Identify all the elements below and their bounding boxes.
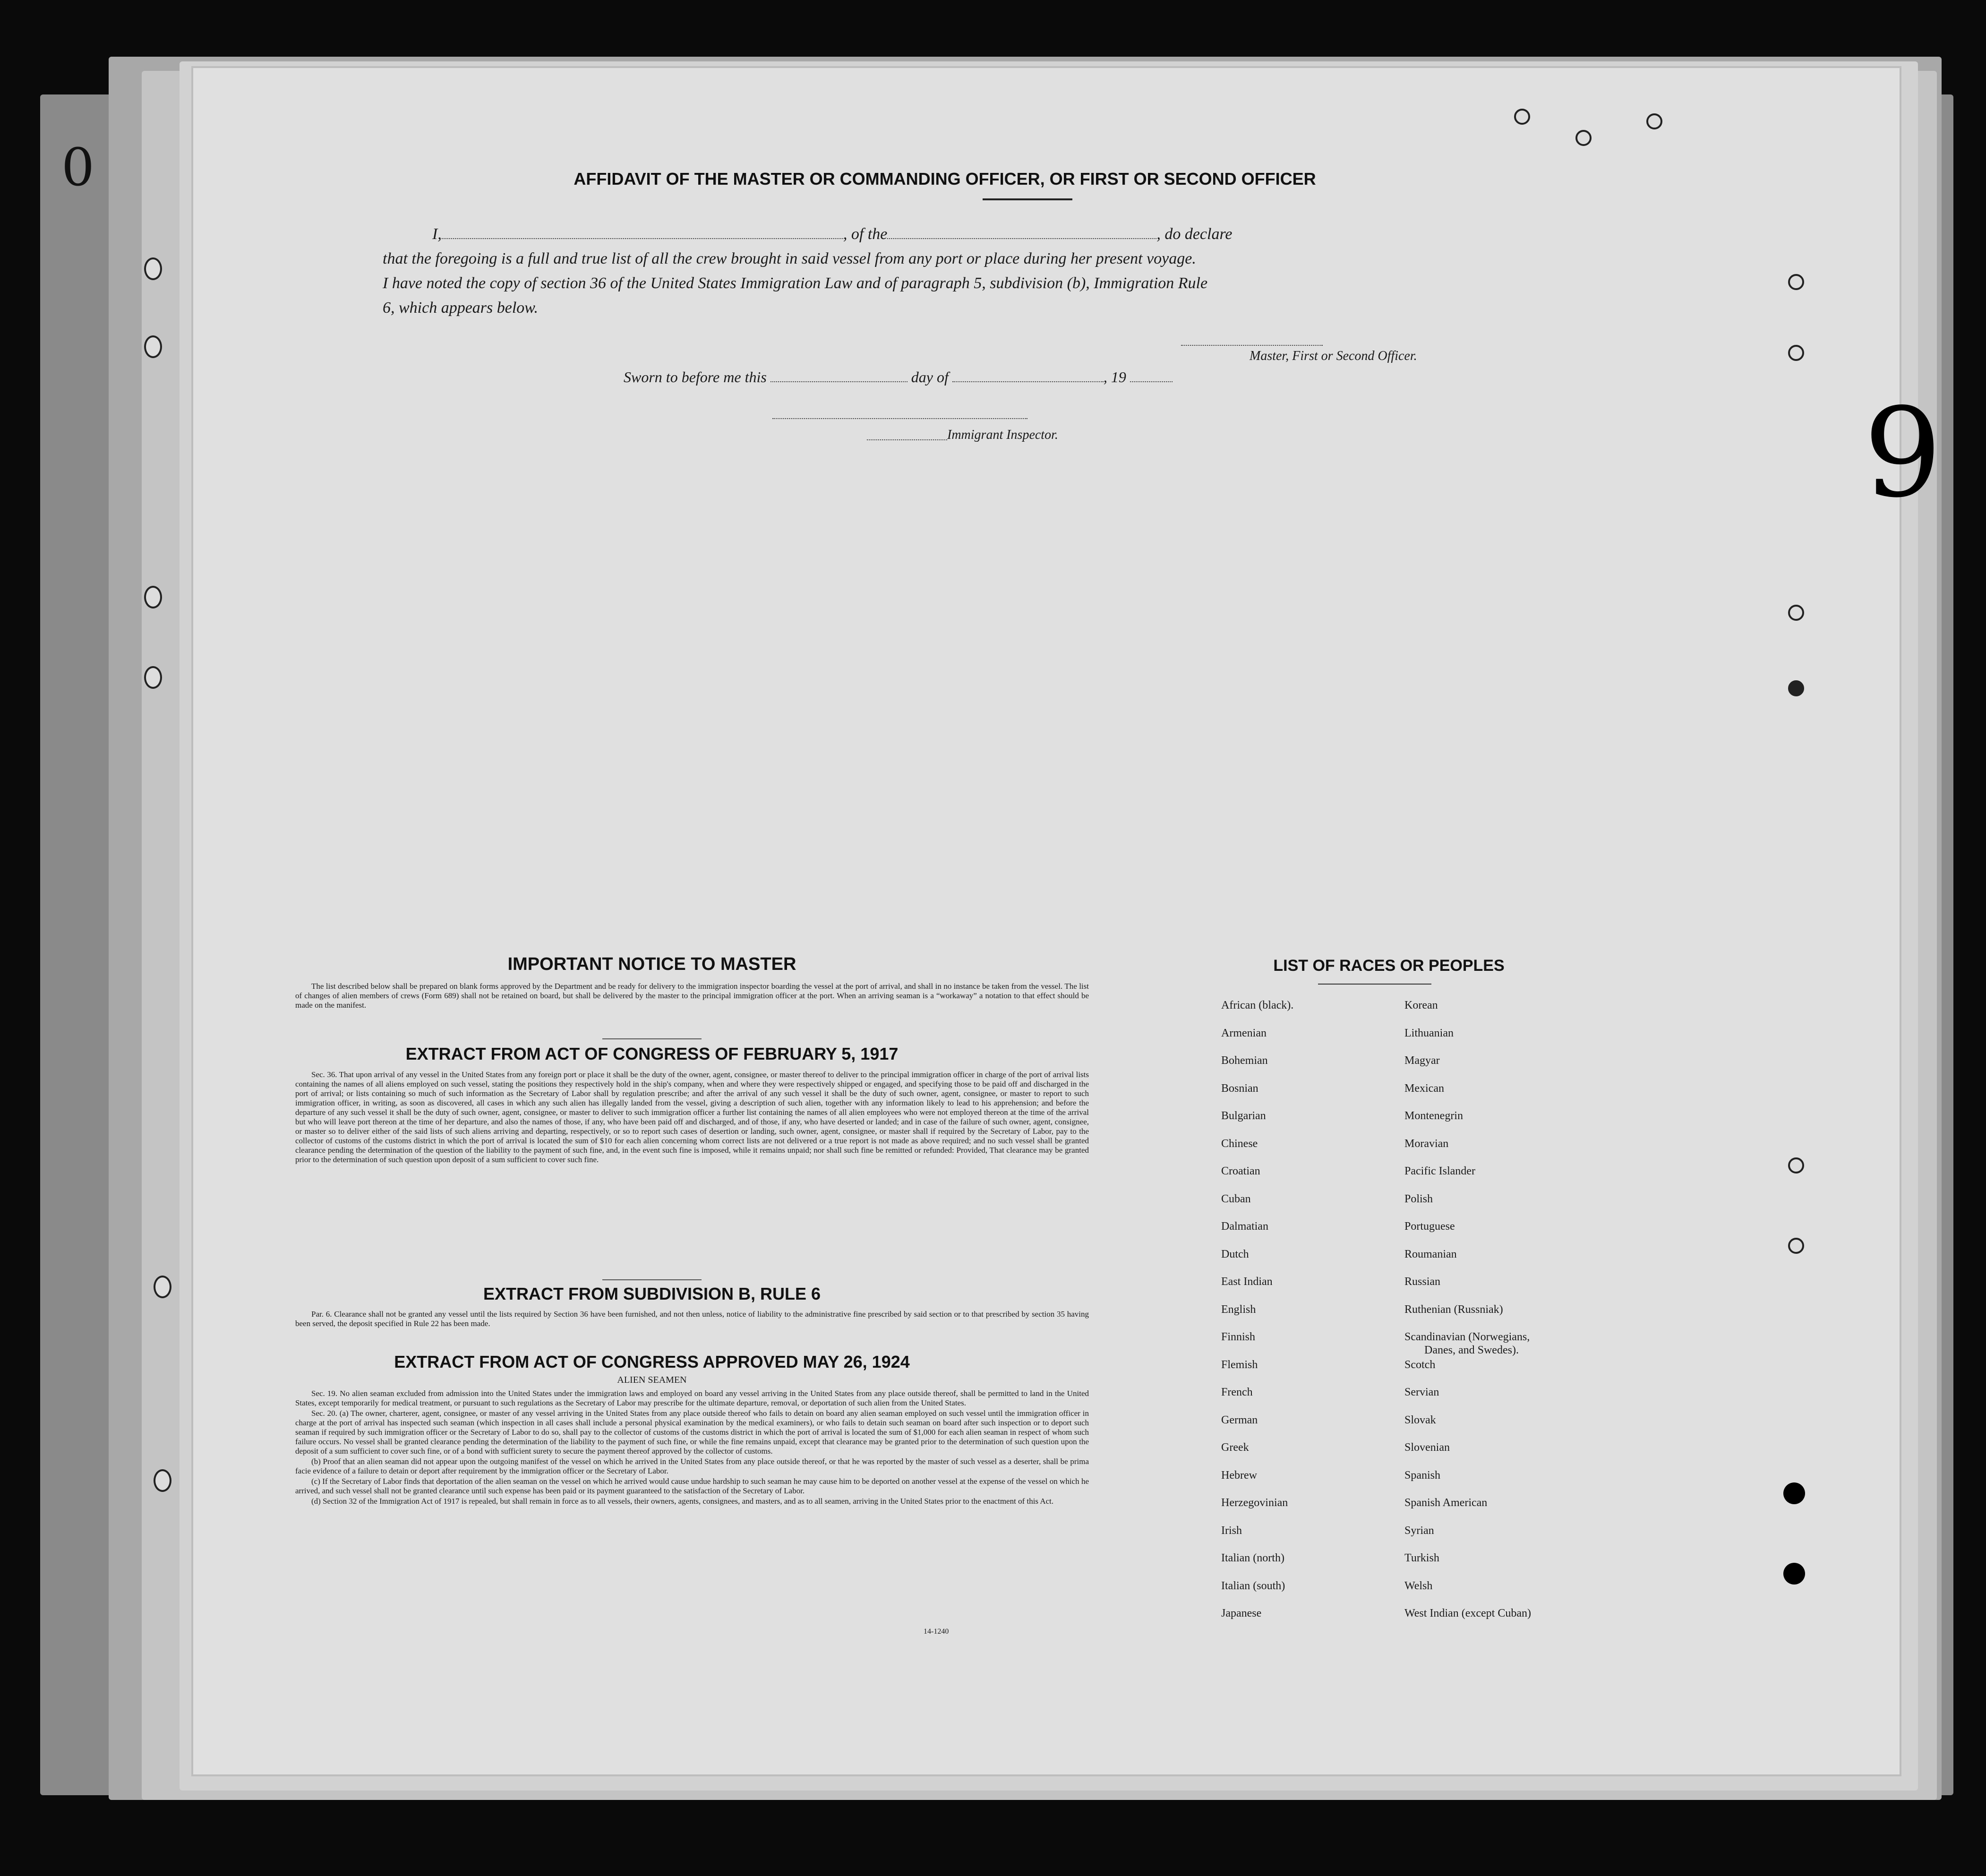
- name-field[interactable]: [442, 238, 843, 239]
- sworn-day-of: day of: [911, 368, 949, 385]
- punch-hole: [1788, 274, 1804, 290]
- race-item: German: [1221, 1413, 1258, 1426]
- declaration-line-4: 6, which appears below.: [383, 299, 538, 317]
- race-item: English: [1221, 1303, 1256, 1316]
- sworn-month-field[interactable]: [952, 381, 1104, 382]
- form-number: 14-1240: [924, 1628, 949, 1636]
- inspector-signature-line-1[interactable]: [772, 418, 1027, 419]
- binding-hole: [144, 666, 162, 689]
- race-item: Turkish: [1404, 1552, 1439, 1564]
- declaration-do-declare: , do declare: [1156, 225, 1233, 243]
- notice-body: [295, 982, 1089, 1011]
- races-title-rule: [1318, 984, 1431, 985]
- declaration-line-3: I have noted the copy of section 36 of the United States Immigration Law and of paragraph 5, subdivision (b), Immigration Rule: [383, 274, 1208, 292]
- binding-hole: [154, 1469, 171, 1492]
- race-item: Herzegovinian: [1221, 1497, 1288, 1509]
- extract-rule6-title: EXTRACT FROM SUBDIVISION B, RULE 6: [483, 1284, 821, 1303]
- extract-1924-sec20a: Sec. 20. (a) The owner, charterer, agent, consignee, or master of any vessel arriving in the United States from any place outside thereof who fails to detain on board any alien seaman employed on such vessel until the immigration officer in charge at the port of arrival has inspected such seaman (which inspection in all cases shall include a personal physical examination by the medical examiners), or who fails to detain such seaman on board after such inspection or to deport such seaman if required by such immigration officer or the Secretary of Labor to do so, shall pay to the collector of customs of the customs district in which the port of arrival is located the sum of $1,000 for each alien seaman in respect of whom such failure occurs. No vessel shall be granted clearance pending the determination of the liability to the payment of such fine, or while the fine remains unpaid, except that clearance may be granted prior to the determination of such question upon the deposit of a sum sufficient to cover such fine, or of a bond with sufficient surety to secure the payment thereof approved by the collector of customs.: [295, 1409, 1089, 1456]
- extract-1924-sec20d: (d) Section 32 of the Immigration Act of 1917 is repealed, but shall remain in force as to all vessels, their owners, agents, consignees, and masters, and as to all seamen, arriving in the United States prior to the enactment of this Act.: [311, 1497, 1054, 1506]
- notice-paragraph: The list described below shall be prepared on blank forms approved by the Department and be ready for delivery to the immigration inspector boarding the vessel at the port of arrival, and shall in no instance be taken from the vessel. The list of changes of alien members of crews (Form 689) shall not be retained on board, but shall be delivered by the master to the principal immigration officer at the port. When an arriving seaman is a “workaway” a notation to that effect should be made on the manifest.: [295, 982, 1089, 1010]
- extract-1924-subtitle: ALIEN SEAMEN: [617, 1375, 687, 1385]
- binding-hole: [144, 257, 162, 280]
- race-item: Korean: [1404, 999, 1438, 1011]
- punch-hole-dark: [1783, 1482, 1805, 1504]
- punch-hole-dark: [1783, 1563, 1805, 1585]
- master-signature-label: Master, First or Second Officer.: [1250, 349, 1417, 363]
- race-item: Italian (south): [1221, 1579, 1285, 1592]
- race-item: Bosnian: [1221, 1082, 1258, 1095]
- race-item: Spanish: [1404, 1469, 1441, 1482]
- race-item: Polish: [1404, 1192, 1433, 1205]
- race-item: Croatian: [1221, 1165, 1260, 1177]
- race-item: Portuguese: [1404, 1220, 1455, 1233]
- race-item: Finnish: [1221, 1331, 1256, 1343]
- races-title: LIST OF RACES OR PEOPLES: [1273, 957, 1505, 975]
- race-item: Dutch: [1221, 1248, 1249, 1260]
- binding-hole: [144, 586, 162, 608]
- left-edge-mark: 0: [61, 137, 94, 197]
- race-item: Servian: [1404, 1386, 1439, 1398]
- extract-rule6-rule: [602, 1279, 702, 1280]
- affidavit-declaration: [383, 222, 1450, 320]
- race-item: East Indian: [1221, 1276, 1273, 1288]
- race-item: Italian (north): [1221, 1552, 1284, 1564]
- race-item: Moravian: [1404, 1137, 1449, 1150]
- race-item: Montenegrin: [1404, 1110, 1463, 1122]
- punch-hole: [1514, 109, 1530, 125]
- race-item: Magyar: [1404, 1054, 1440, 1067]
- manifest-page: [191, 66, 1901, 1776]
- race-item: Scandinavian (Norwegians,: [1404, 1331, 1530, 1343]
- race-item: African (black).: [1221, 999, 1294, 1011]
- race-item: Bohemian: [1221, 1054, 1268, 1067]
- punch-hole: [1788, 680, 1804, 696]
- vessel-field[interactable]: [887, 238, 1156, 239]
- inspector-signature-line-2[interactable]: [867, 439, 947, 440]
- extract-1924-sec20b: (b) Proof that an alien seaman did not appear upon the outgoing manifest of the vessel on which he arrived in the United States from any place outside thereof, or that he was reported by the master of such vessel as a deserter, shall be prima facie evidence of a failure to detain or deport after requirement by the immigration officer or the Secretary of Labor.: [295, 1457, 1089, 1475]
- punch-hole: [1646, 113, 1662, 129]
- declaration-line-2: that the foregoing is a full and true list of all the crew brought in said vessel from any port or place during her present voyage.: [383, 250, 1196, 267]
- inspector-label: Immigrant Inspector.: [947, 428, 1058, 442]
- sworn-line: [624, 368, 1173, 386]
- race-item: Dalmatian: [1221, 1220, 1268, 1233]
- extract-rule6-paragraph: Par. 6. Clearance shall not be granted any vessel until the lists required by Section 36 have been furnished, and not then unless, notice of liability to the administrative fine prescribed by said section or to that prescribed by section 35 having been served, the deposit specified in Rule 22 has been made.: [295, 1310, 1089, 1328]
- extract-1924-sec19: Sec. 19. No alien seaman excluded from admission into the United States under the immigration laws and employed on board any vessel arriving in the United States from any place outside thereof, shall be permitted to land in the United States, except temporarily for medical treatment, or pursuant to such regulations as the Secretary of Labor may prescribe for the ultimate departure, removal, or deportation of such alien from the United States.: [295, 1389, 1089, 1407]
- sworn-year: , 19: [1103, 368, 1126, 385]
- race-item: Irish: [1221, 1524, 1242, 1537]
- punch-hole: [1575, 130, 1592, 146]
- binding-hole: [144, 335, 162, 358]
- affidavit-title: AFFIDAVIT OF THE MASTER OR COMMANDING OFFICER, OR FIRST OR SECOND OFFICER: [574, 169, 1316, 188]
- extract-rule6-body: [295, 1310, 1089, 1329]
- race-item: Cuban: [1221, 1192, 1251, 1205]
- race-item: Armenian: [1221, 1027, 1267, 1039]
- race-item: Russian: [1404, 1276, 1441, 1288]
- race-item: Welsh: [1404, 1579, 1433, 1592]
- race-item: Roumanian: [1404, 1248, 1457, 1260]
- race-item: Japanese: [1221, 1607, 1262, 1619]
- declaration-i: I,: [432, 225, 442, 243]
- extract-1917-paragraph: Sec. 36. That upon arrival of any vessel in the United States from any foreign port or place it shall be the duty of the owner, agent, consignee, or master thereof to deliver to the principal immigration officer in charge of the port of arrival lists containing the names of all aliens employed on such vessel, stating the positions they respectively hold in the ship's company, when and where they were respectively shipped or engaged, and specifying those to be paid off and discharged in the port of arrival; or lists containing so much of such information as the Secretary of Labor shall by regulation prescribe; and after the arrival of any such vessel it shall be the duty of such owner, agent, consignee, or master to report to such immigration officer, in writing, as soon as discovered, all cases in which any such alien has illegally landed from the vessel, giving a description of such alien, together with any information likely to lead to his apprehension; and before the departure of any such vessel it shall be the duty of such owner, agent, consignee, or master to deliver to such immigration officer a further list containing the names of all alien employees who were not employed thereon at the time of the arrival but who will leave port thereon at the time of her departure, and also the names of those, if any, who have been paid off and discharged, and of those, if any, who have deserted or landed; and in case of the failure of such owner, agent, consignee, or master so to deliver either of the said lists of such aliens arriving and departing, respectively, or so to report such cases of desertion or landing, such owner, agent, consignee, or master shall if required by the Secretary of Labor, pay to the collector of customs of the customs district in which the port of arrival is located the sum of $10 for each alien concerning whom correct lists are not delivered or a true report is not made as above required; and no such vessel shall be granted clearance pending the determination of the question of the liability to the payment of such fine, and, in the event such fine is imposed, while it remains unpaid; nor shall such fine be remitted or refunded: Provided, That clearance may be granted prior to the determination of such question upon deposit of a sum sufficient to cover such fine.: [295, 1070, 1089, 1164]
- sworn-day-field[interactable]: [770, 381, 907, 382]
- affidavit-title-rule: [983, 198, 1072, 200]
- punch-hole: [1788, 1157, 1804, 1174]
- punch-hole: [1788, 1238, 1804, 1254]
- master-signature-line[interactable]: [1181, 345, 1323, 346]
- race-item: Syrian: [1404, 1524, 1434, 1537]
- race-item: Scotch: [1404, 1358, 1436, 1371]
- binding-hole: [154, 1276, 171, 1298]
- punch-hole: [1788, 605, 1804, 621]
- race-item: Spanish American: [1404, 1497, 1488, 1509]
- extract-1917-body: [295, 1070, 1089, 1165]
- notice-title: IMPORTANT NOTICE TO MASTER: [507, 954, 796, 974]
- sworn-prefix: Sworn to before me this: [624, 368, 767, 385]
- handwritten-page-number: 9: [1864, 382, 1942, 525]
- race-item: Slovenian: [1404, 1441, 1450, 1454]
- declaration-of-the: , of the: [843, 225, 888, 243]
- race-item: Pacific Islander: [1404, 1165, 1475, 1177]
- race-item: Bulgarian: [1221, 1110, 1266, 1122]
- race-item: Greek: [1221, 1441, 1249, 1454]
- race-item: Ruthenian (Russniak): [1404, 1303, 1503, 1316]
- race-item: Slovak: [1404, 1413, 1436, 1426]
- sworn-year-field[interactable]: [1130, 381, 1173, 382]
- race-item-continuation: Danes, and Swedes).: [1424, 1344, 1519, 1356]
- race-item: French: [1221, 1386, 1253, 1398]
- race-item: Lithuanian: [1404, 1027, 1454, 1039]
- extract-1924-body: [295, 1389, 1089, 1507]
- race-item: West Indian (except Cuban): [1404, 1607, 1531, 1619]
- extract-1917-rule: [602, 1038, 702, 1039]
- extract-1924-title: EXTRACT FROM ACT OF CONGRESS APPROVED MAY 26, 1924: [394, 1352, 910, 1371]
- race-item: Flemish: [1221, 1358, 1258, 1371]
- extract-1917-title: EXTRACT FROM ACT OF CONGRESS OF FEBRUARY 5, 1917: [405, 1044, 899, 1063]
- race-item: Hebrew: [1221, 1469, 1257, 1482]
- punch-hole: [1788, 345, 1804, 361]
- race-item: Mexican: [1404, 1082, 1444, 1095]
- race-item: Chinese: [1221, 1137, 1258, 1150]
- declaration-line-1: [383, 222, 1450, 247]
- extract-1924-sec20c: (c) If the Secretary of Labor finds that deportation of the alien seaman on the vessel on which he arrived would cause undue hardship to such seaman he may cause him to be deported on another vessel at the expense of the vessel on which he arrived, and such vessel shall not be granted clearance until such expense has been paid or its payment guaranteed to the satisfaction of the Secretary of Labor.: [295, 1477, 1089, 1495]
